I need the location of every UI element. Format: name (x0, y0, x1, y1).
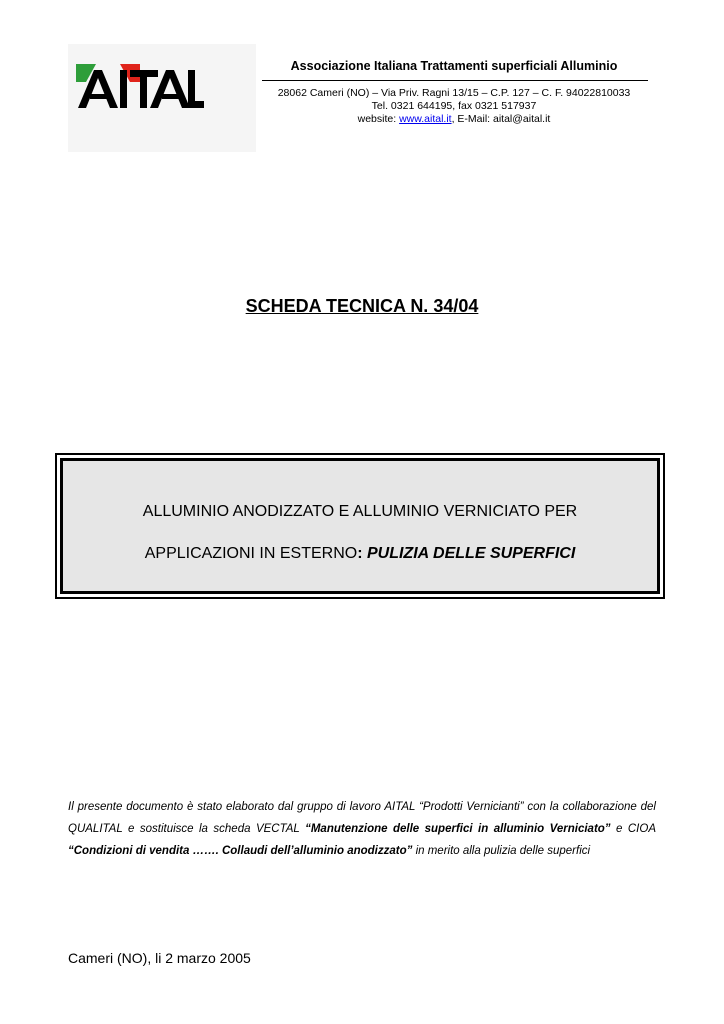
header-divider (262, 80, 648, 81)
website-link[interactable]: www.aital.it (399, 113, 452, 125)
association-name: Associazione Italiana Trattamenti superficiali Alluminio (290, 59, 618, 73)
subject-line-2: APPLICAZIONI IN ESTERNO: PULIZIA DELLE SUPERFICI (144, 545, 576, 562)
contact-block (260, 87, 648, 126)
subject-box (55, 453, 665, 599)
subject-emphasis: PULIZIA DELLE SUPERFICI (362, 545, 576, 562)
subject-line-1: ALLUMINIO ANODIZZATO E ALLUMINIO VERNICIATO PER (142, 503, 578, 520)
email-text: , E-Mail: aital@aital.it (451, 113, 551, 125)
aital-logo (68, 44, 256, 152)
logo-letter-i (120, 70, 127, 108)
aital-logo-mark (76, 64, 204, 110)
address-line: 28062 Cameri (NO) – Via Priv. Ragni 13/15 – C.P. 127 – C. F. 94022810033 (277, 87, 631, 99)
website-label: website: (357, 113, 400, 125)
document-note: Il presente documento è stato elaborato dal gruppo di lavoro AITAL “Prodotti Vernicianti” con la collaborazione del QUALITAL e sostituisce la scheda VECTAL “Manutenzione delle superfici in alluminio Verniciato” e CIOA “Condizioni di vendita ……. Collaudi dell’alluminio anodizzato” in merito alla pulizia delle superfici (68, 801, 656, 857)
phone-line: Tel. 0321 644195, fax 0321 517937 (371, 100, 537, 112)
document-title: SCHEDA TECNICA N. 34/04 (245, 296, 479, 316)
place-date: Cameri (NO), li 2 marzo 2005 (68, 950, 251, 966)
web-email-line (260, 113, 648, 126)
